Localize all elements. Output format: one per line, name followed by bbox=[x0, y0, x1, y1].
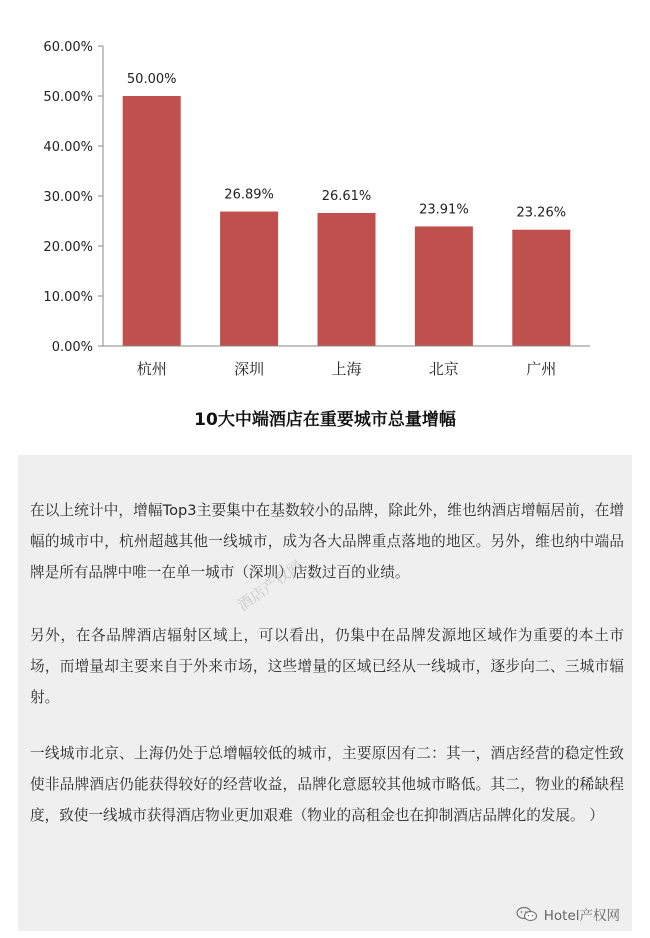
footer-brand bbox=[516, 904, 620, 924]
footer-brand-label: Hotel产权网 bbox=[543, 908, 620, 924]
data-label: 50.00% bbox=[126, 72, 177, 87]
y-tick-label: 30.00% bbox=[43, 190, 93, 205]
paragraph-1: 在以上统计中，增幅Top3主要集中在基数较小的品牌，除此外，维也纳酒店增幅居前，在增幅的城市中，杭州超越其他一线城市，成为各大品牌重点落地的地区。另外，维也纳中端品牌是所有品牌中唯一在单一城市（深圳）店数过百的业绩。 bbox=[30, 502, 624, 581]
y-tick-label: 50.00% bbox=[43, 90, 93, 105]
x-tick-label: 广州 bbox=[526, 360, 557, 378]
y-tick-label: 0.00% bbox=[51, 340, 93, 355]
data-label: 23.26% bbox=[516, 205, 567, 221]
data-label: 23.91% bbox=[419, 202, 469, 218]
article-panel bbox=[18, 455, 632, 931]
x-tick-label: 北京 bbox=[428, 360, 459, 378]
paragraph-3: 一线城市北京、上海仍处于总增幅较低的城市，主要原因有二：其一，酒店经营的稳定性致使非品牌酒店仍能获得较好的经营收益，品牌化意愿较其他城市略低。其二，物业的稀缺程度，致使一线城市获得酒店物业更加艰难（物业的高租金也在抑制酒店品牌化的发展。 ） bbox=[30, 745, 624, 824]
wechat-icon bbox=[516, 906, 538, 922]
bar-chart bbox=[0, 0, 650, 400]
x-tick-label: 深圳 bbox=[234, 360, 265, 378]
paragraph-2: 另外，在各品牌酒店辐射区域上，可以看出，仍集中在品牌发源地区域作为重要的本土市场，而增量却主要来自于外来市场，这些增量的区域已经从一线城市，逐步向二、三城市辐射。 bbox=[30, 627, 624, 706]
y-tick-label: 60.00% bbox=[43, 40, 93, 55]
y-tick-label: 10.00% bbox=[43, 290, 93, 305]
bar-1 bbox=[123, 96, 181, 346]
x-tick-label: 杭州 bbox=[136, 360, 167, 378]
chart-title: 10大中端酒店在重要城市总量增幅 bbox=[194, 410, 456, 430]
bar-3 bbox=[318, 213, 376, 346]
bar-5 bbox=[512, 230, 570, 346]
bar-4 bbox=[415, 226, 473, 346]
watermark: 酒店产权网 bbox=[234, 556, 306, 615]
data-label: 26.61% bbox=[321, 188, 372, 204]
bar-2 bbox=[220, 212, 278, 346]
bars bbox=[123, 72, 571, 346]
y-tick-label: 20.00% bbox=[43, 240, 93, 255]
y-tick-label: 40.00% bbox=[43, 140, 93, 155]
y-axis bbox=[43, 40, 103, 355]
x-axis bbox=[103, 346, 590, 378]
x-tick-label: 上海 bbox=[331, 360, 362, 378]
data-label: 26.89% bbox=[224, 187, 274, 203]
